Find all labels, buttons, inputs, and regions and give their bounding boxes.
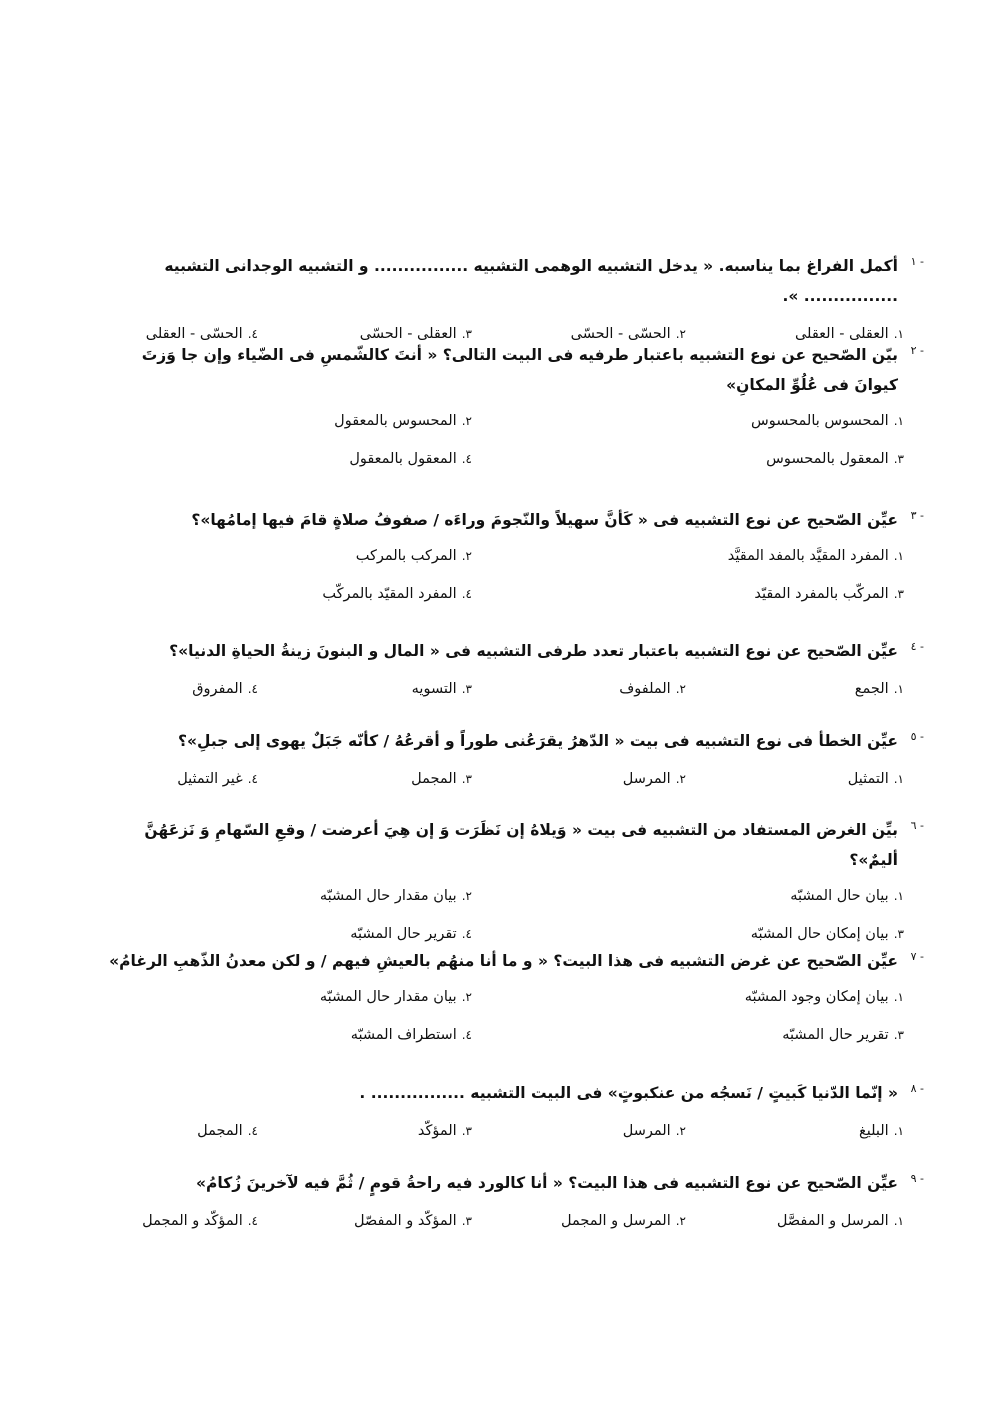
question-number: ٢ -	[910, 344, 924, 357]
question-number: ٧ -	[910, 950, 924, 963]
option-1[interactable]: ١.المفرد المقيَّد بالمفد المقيَّد	[727, 548, 904, 564]
option-1[interactable]: ١.المحسوس بالمحسوس	[751, 413, 904, 429]
option-4[interactable]: ٤.الحسّى - العقلى	[145, 326, 258, 342]
question-text: « إنّما الدّنيا كَبيتٍ / نَسجُه من عنكبوتٍ» فى البيت التشبيه ................ .	[359, 1084, 898, 1102]
option-2[interactable]: ٢.المرسل	[622, 1123, 686, 1139]
option-3[interactable]: ٣.بيان إمكان حال المشبّه	[750, 926, 904, 942]
options-grid	[94, 541, 904, 617]
question-stem	[94, 815, 924, 875]
question-number: ٣ -	[910, 509, 924, 522]
option-3[interactable]: ٣.المعقول بالمحسوس	[766, 451, 904, 467]
option-2[interactable]: ٢.بيان مقدار حال المشبّه	[319, 989, 472, 1005]
option-4[interactable]: ٤.المفروق	[192, 681, 258, 697]
question-1	[94, 251, 924, 349]
options-row	[94, 674, 904, 704]
question-text: عيِّن الصّحيح عن غرض التشبيه فى هذا البيت؟ « و ما أنا منهُم بالعيشِ فيهم / و لكن معدنُ الذّهبِ الرغامُ»	[109, 952, 898, 970]
question-stem	[94, 1168, 924, 1198]
question-text: بيّن الصّحيح عن نوع التشبيه باعتبار طرفيه فى البيت التالى؟ « أنتَ كالشّمسِ فى الضّياء وإن جا وَزتَ كيوانَ فى عُلُوِّ المكانِ»	[141, 346, 898, 394]
question-6	[94, 815, 924, 957]
question-stem	[94, 636, 924, 666]
question-2	[94, 340, 924, 482]
question-stem	[94, 1078, 924, 1108]
option-4[interactable]: ٤.استطراف المشبّه	[350, 1027, 472, 1043]
option-2[interactable]: ٢.المرسل	[622, 771, 686, 787]
option-1[interactable]: ١.المرسل و المفصَّل	[776, 1213, 904, 1229]
question-number: ٩ -	[910, 1172, 924, 1185]
option-3[interactable]: ٣.التسويه	[411, 681, 472, 697]
option-4[interactable]: ٤.المعقول بالمعقول	[349, 451, 472, 467]
question-9	[94, 1168, 924, 1236]
question-text: بيِّن الغرض المستفاد من التشبيه فى بيت « وَيلاهُ إن نَظَرَت وَ إن هِيَ أعرضت / وقعِ السّهامِ وَ نَزعَهُنَّ أليمٌ»؟	[144, 821, 898, 869]
question-3	[94, 505, 924, 617]
option-2[interactable]: ٢.الحسّى - الحسّى	[570, 326, 686, 342]
options-row	[94, 1206, 904, 1236]
option-3[interactable]: ٣.المركّب بالمفرد المقيّد	[754, 586, 904, 602]
question-number: ٥ -	[910, 730, 924, 743]
question-stem	[94, 340, 924, 400]
question-stem	[94, 726, 924, 756]
question-number: ٤ -	[910, 640, 924, 653]
question-number: ٨ -	[910, 1082, 924, 1095]
option-1[interactable]: ١.بيان إمكان وجود المشبّه	[744, 989, 904, 1005]
option-2[interactable]: ٢.بيان مقدار حال المشبّه	[319, 888, 472, 904]
question-8	[94, 1078, 924, 1146]
option-2[interactable]: ٢.المركب بالمركب	[355, 548, 472, 564]
question-text: عيِّن الخطأ فى نوع التشبيه فى بيت « الدّهرُ يقرَعُنى طوراً و أقرعُهُ / كأنّه جَبَلٌ يهوى إلى جبلِ»؟	[177, 732, 898, 750]
options-grid	[94, 406, 904, 482]
question-stem	[94, 505, 924, 535]
option-3[interactable]: ٣.المؤكّد و المفصّل	[353, 1213, 472, 1229]
option-1[interactable]: ١.العقلى - العقلى	[794, 326, 904, 342]
option-4[interactable]: ٤.المجمل	[197, 1123, 258, 1139]
options-row	[94, 1116, 904, 1146]
question-text: أكمل الفراغ بما يناسبه. « يدخل التشبيه الوهمى التشبيه ................ و التشبيه الوجدانى التشبيه ................ ».	[164, 257, 898, 305]
question-text: عيِّن الصّحيح عن نوع التشبيه فى هذا البيت؟ « أنا كالورد فيه راحةُ قومٍ / ثُمَّ فيه لآخرينَ زُكامُ»	[196, 1174, 898, 1192]
option-4[interactable]: ٤.المؤكّد و المجمل	[142, 1213, 258, 1229]
question-stem	[94, 946, 924, 976]
question-5	[94, 726, 924, 794]
question-number: ٦ -	[910, 819, 924, 832]
question-text: عيِّن الصّحيح عن نوع التشبيه باعتبار تعدد طرفى التشبيه فى « المال و البنونَ زينةُ الحياةِ الدنيا»؟	[169, 642, 898, 660]
option-4[interactable]: ٤.المفرد المقيّد بالمركّب	[322, 586, 472, 602]
question-4	[94, 636, 924, 704]
option-3[interactable]: ٣.المؤكّد	[417, 1123, 472, 1139]
option-3[interactable]: ٣.تقرير حال المشبّه	[782, 1027, 904, 1043]
option-1[interactable]: ١.الجمع	[854, 681, 904, 697]
option-1[interactable]: ١.بيان حال المشبّه	[790, 888, 904, 904]
option-3[interactable]: ٣.المجمل	[411, 771, 472, 787]
question-number: ١ -	[910, 255, 924, 268]
question-text: عيِّن الصّحيح عن نوع التشبيه فى « كَأنَّ سهيلاً والنّجومَ وراءَه / صفوفُ صلاةٍ قامَ فيها إمامُها»؟	[191, 511, 898, 529]
option-4[interactable]: ٤.غير التمثيل	[177, 771, 258, 787]
option-2[interactable]: ٢.المحسوس بالمعقول	[334, 413, 472, 429]
option-3[interactable]: ٣.العقلى - الحسّى	[359, 326, 472, 342]
option-1[interactable]: ١.التمثيل	[847, 771, 904, 787]
options-grid	[94, 982, 904, 1058]
question-stem	[94, 251, 924, 311]
option-1[interactable]: ١.البليغ	[859, 1123, 904, 1139]
options-row	[94, 764, 904, 794]
option-2[interactable]: ٢.الملفوف	[619, 681, 686, 697]
option-4[interactable]: ٤.تقرير حال المشبّه	[350, 926, 472, 942]
option-2[interactable]: ٢.المرسل و المجمل	[560, 1213, 686, 1229]
question-7	[94, 946, 924, 1058]
